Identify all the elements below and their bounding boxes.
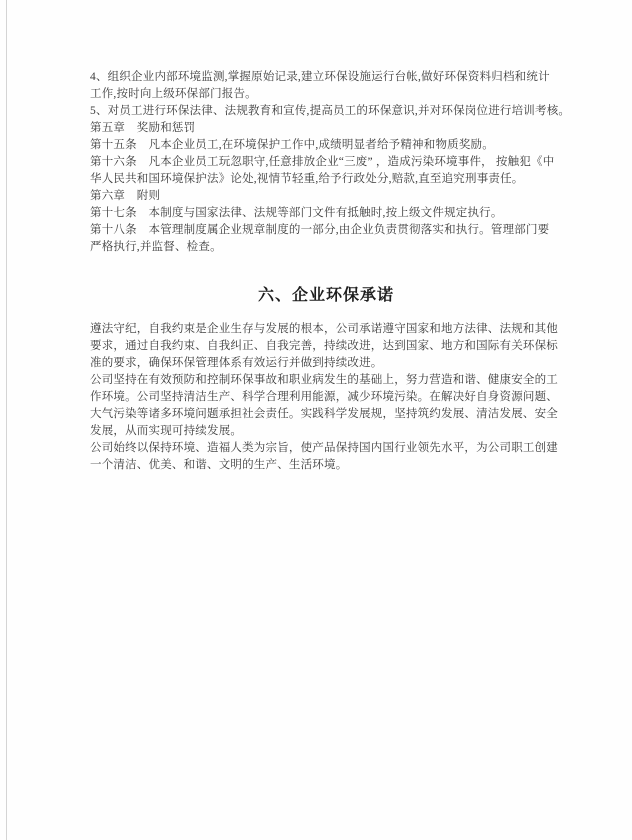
text-line: 公司始终以保持环境、造福人类为宗旨，使产品保持国内国行业领先水平，为公司职工创建 [90,442,558,454]
text-line: 第六章 附则 [90,190,161,202]
text-line: 4、组织企业内部环境监测,掌握原始记录,建立环保设施运行台帐,做好环保资料归档和统计 [90,71,550,83]
text-line: 严格执行,并监督、检查。 [90,241,222,253]
text-line: 作环境。公司坚持清洁生产、科学合理利用能源，减少环境污染。在解决好自身资源问题、 [90,391,558,403]
text-line: 准的要求，确保环保管理体系有效运行并做到持续改进。 [90,357,383,369]
document-content [90,69,571,474]
text-line: 工作,按时向上级环保部门报告。 [90,88,257,100]
text-line: 发展，从而实现可持续发展。 [90,425,243,437]
regulations-section [90,69,571,256]
text-line: 大气污染等诸多环境问题承担社会责任。实践科学发展规，坚持筑约发展、清洁发展、安全 [90,408,558,420]
text-line: 公司坚持在有效预防和控制环保事故和职业病发生的基础上，努力营造和谐、健康安全的工 [90,374,558,386]
text-line: 第十六条 凡本企业员工玩忽职守,任意排放企业“三废” ，造成污染环境事件， 按触犯《中 [90,156,555,168]
text-line: 第十七条 本制度与国家法律、法规等部门文件有抵触时,按上级文件规定执行。 [90,207,503,219]
scan-edge-line [6,0,7,840]
text-line: 第十五条 凡本企业员工,在环境保护工作中,成绩明显者给予精神和物质奖励。 [90,139,494,151]
commitment-heading: 六、企业环保承诺 [257,287,394,304]
text-line: 要求，通过自我约束、自我纠正、自我完善，持续改进，达到国家、地方和国际有关环保标 [90,340,558,352]
text-line: 第五章 奖励和惩罚 [90,122,196,134]
text-line: 一个清洁、优美、和谐、文明的生产、生活环境。 [90,459,348,471]
text-line: 5、对员工进行环保法律、法规教育和宣传,提高员工的环保意识,并对环保岗位进行培训考核。 [90,105,571,117]
commitment-section [90,321,562,474]
text-line: 华人民共和国环境保护法》论处,视情节轻重,给予行政处分,赔款,直至追究刑事责任。 [90,173,524,185]
text-line: 遵法守纪，自我约束是企业生存与发展的根本，公司承诺遵守国家和地方法律、法规和其他 [90,323,558,335]
text-line: 第十八条 本管理制度属企业规章制度的一部分,由企业负责贯彻落实和执行。管理部门要 [90,224,550,236]
